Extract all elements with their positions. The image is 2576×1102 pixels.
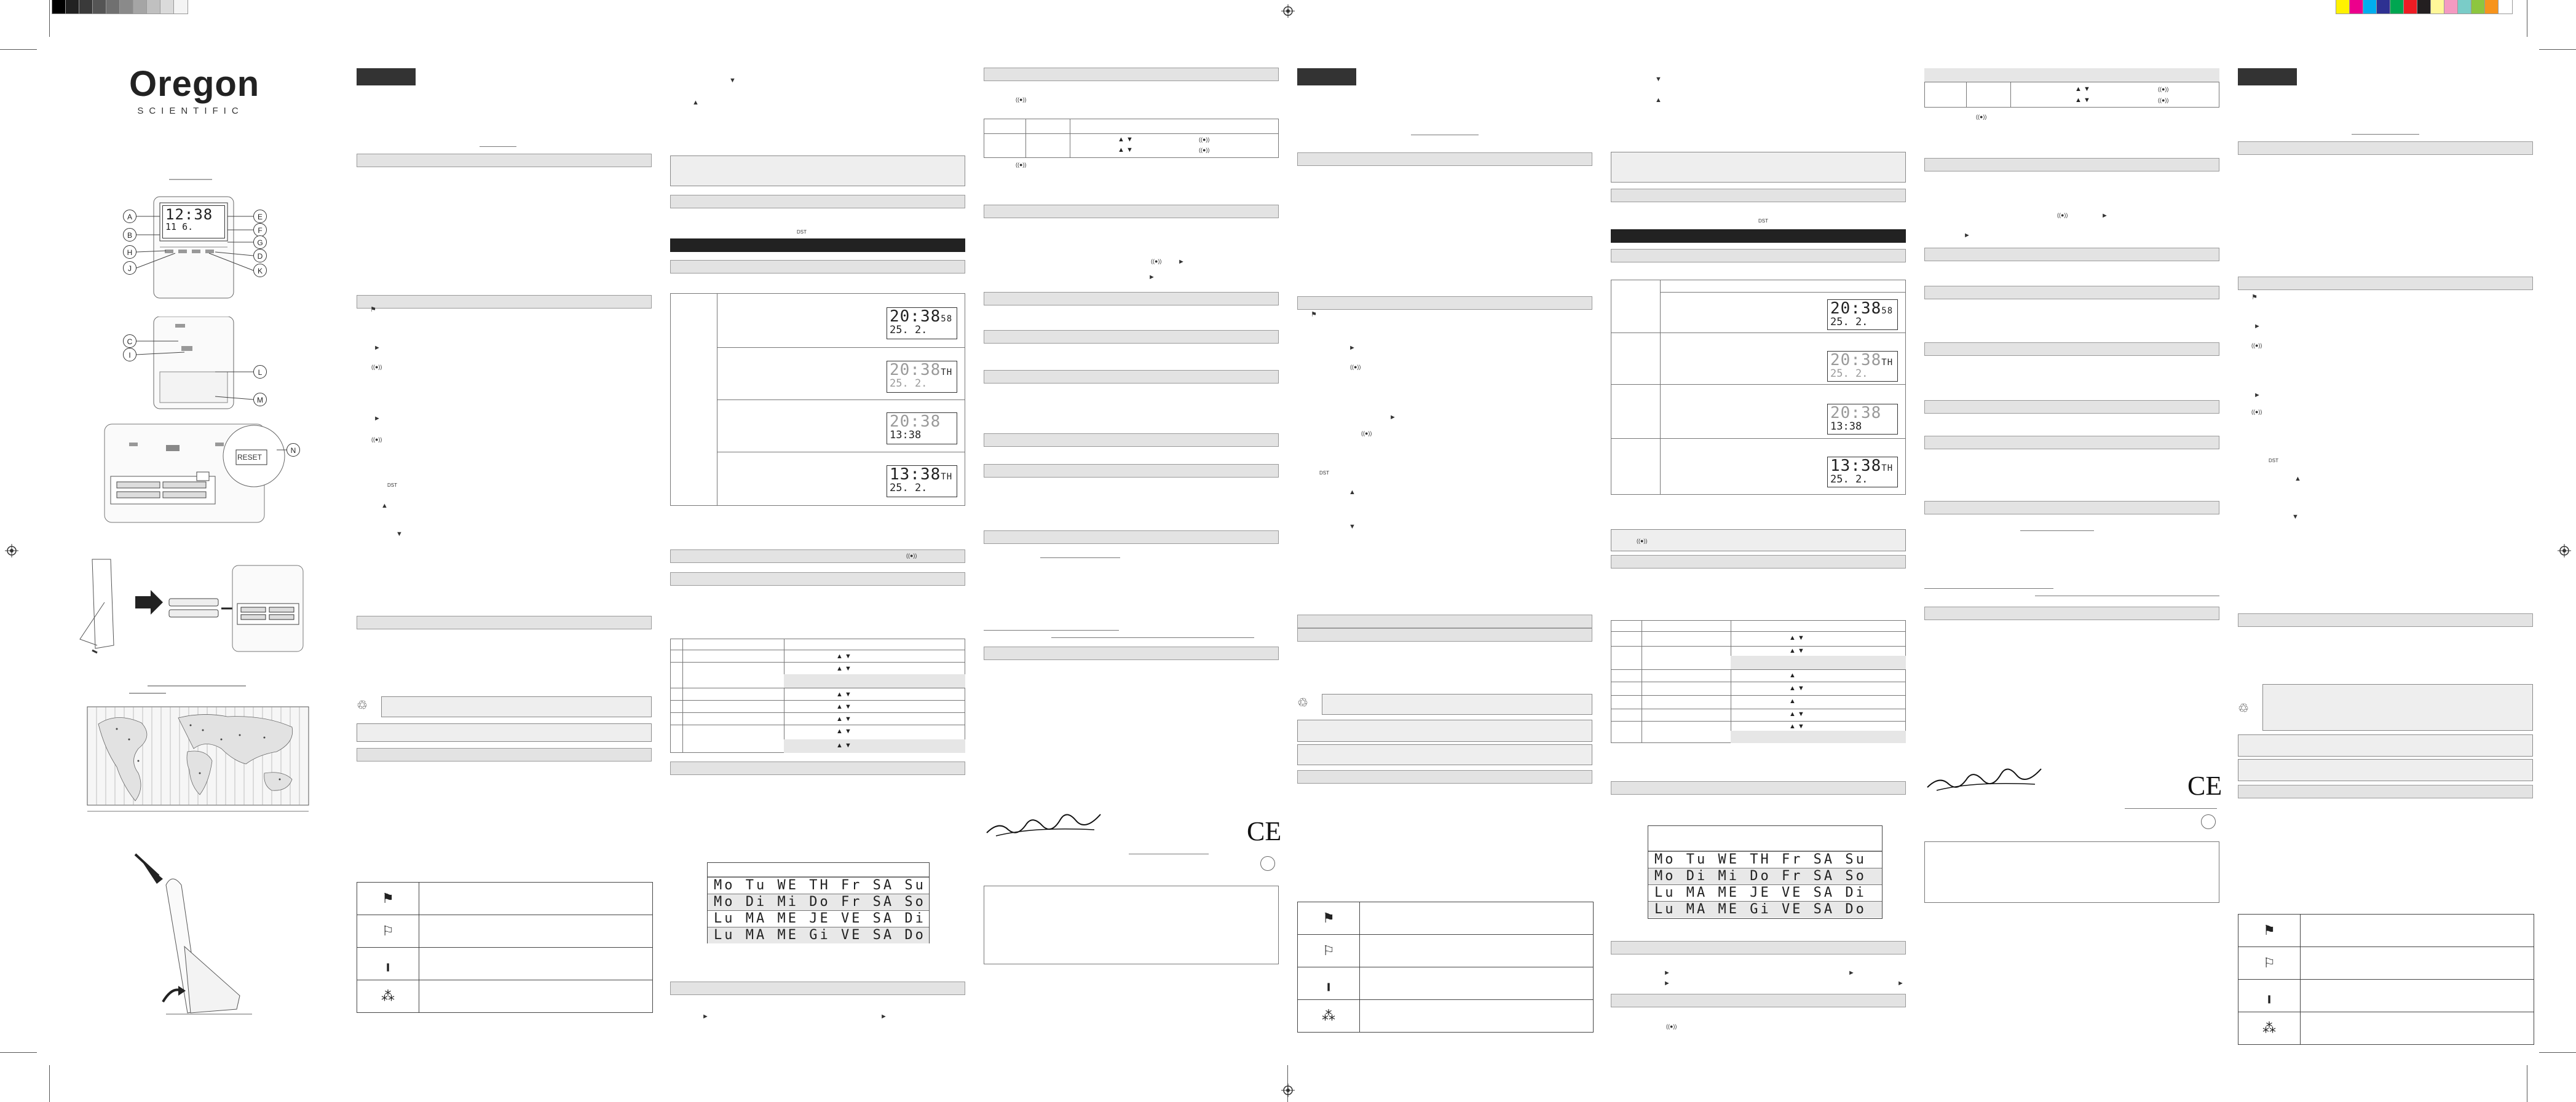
section-header (1297, 628, 1592, 642)
device-back-figure (92, 317, 301, 415)
section-header (670, 549, 965, 563)
display-mode-3 (1827, 404, 1898, 435)
right-arrow-icon: ► (374, 344, 381, 352)
flag-flashing-icon: ⁂ (2238, 1012, 2301, 1044)
signal-icon: ((●)) (1637, 538, 1648, 544)
section-header (670, 762, 965, 775)
section-header (2238, 785, 2533, 798)
note-box (1611, 529, 1906, 551)
up-down-arrows: ▲ ▼ (836, 742, 851, 749)
note-box (1297, 720, 1592, 742)
rc-mark (1260, 856, 1275, 871)
up-down-arrows: ▲ ▼ (1118, 146, 1133, 154)
callout-j: J (123, 261, 136, 275)
display-mode-4-time: 13:38 (890, 465, 941, 484)
section-header (357, 616, 652, 629)
section-header (2238, 277, 2533, 290)
crop-mark (2539, 49, 2576, 50)
display-mode-1-date: 25. 2. (1830, 316, 1868, 329)
color-swatch (2444, 0, 2458, 14)
color-swatch (79, 0, 93, 14)
signature (984, 802, 1107, 848)
recycle-icon: ♲ (2238, 702, 2249, 715)
note-box (670, 155, 965, 186)
flag-flashing-icon: ⁂ (1298, 1000, 1360, 1032)
display-mode-2-time: 20:38 (1830, 351, 1882, 369)
section-header (357, 154, 652, 167)
display-mode-3-time: 20:38 (890, 412, 941, 431)
up-arrow-icon: ▲ (381, 502, 388, 510)
right-arrow-icon: ► (1664, 980, 1670, 987)
display-mode-2-suffix: TH (1881, 358, 1894, 368)
color-swatch (147, 0, 160, 14)
flag-full-icon: ⚑ (1298, 902, 1360, 934)
up-down-arrows: ▲ ▼ (836, 665, 851, 672)
section-header (1297, 615, 1592, 628)
note-box (2262, 684, 2533, 731)
weekday-language-grid (707, 862, 930, 943)
section-header (1611, 189, 1906, 202)
flag-down-icon: ╻ (2238, 980, 2301, 1012)
section-header (2238, 141, 2533, 155)
color-swatch (2336, 0, 2350, 14)
section-header (1611, 249, 1906, 262)
signal-icon: ((●)) (1666, 1023, 1677, 1029)
section-header (984, 330, 1279, 344)
up-arrow-icon: ▲ (1655, 96, 1662, 104)
signal-icon: ((●)) (2251, 342, 2262, 348)
contact-box (1924, 841, 2219, 903)
display-mode-2-time: 20:38 (890, 361, 941, 379)
up-down-arrows: ▲ ▼ (836, 715, 851, 723)
color-swatch (2363, 0, 2377, 14)
display-mode-4 (887, 465, 957, 497)
stand-mount-figure (129, 848, 264, 1026)
signal-icon: ((●)) (2158, 97, 2169, 103)
ce-mark: CE (1247, 816, 1282, 846)
crop-mark (49, 1065, 50, 1102)
display-mode-2-suffix: TH (941, 368, 953, 377)
right-arrow-icon: ► (1964, 232, 1970, 239)
right-arrow-icon: ► (374, 415, 381, 422)
down-arrow-icon: ▼ (2292, 513, 2299, 521)
up-arrow-icon: ▲ (1789, 672, 1796, 679)
flag-full-icon: ⚑ (370, 306, 376, 313)
brand-name: Oregon (129, 64, 260, 104)
right-arrow-icon: ► (2254, 323, 2261, 330)
weekday-row-french: Lu MA ME JE VE SA Di (708, 910, 929, 927)
registration-mark (2558, 544, 2571, 557)
section-header (1924, 400, 2219, 414)
display-mode-1-date: 25. 2. (890, 324, 928, 337)
crop-mark (0, 49, 37, 50)
down-arrow-icon: ▼ (1655, 76, 1662, 83)
section-header (1611, 781, 1906, 795)
divider (2352, 134, 2419, 135)
section-header (670, 982, 965, 995)
right-arrow-icon: ► (1148, 274, 1155, 281)
divider (1924, 588, 2053, 589)
color-swatch (133, 0, 147, 14)
section-header (357, 748, 652, 762)
color-swatch (2417, 0, 2431, 14)
language-tab (1297, 68, 1356, 85)
display-mode-3-date: 13:38 (1830, 420, 1862, 433)
registration-mark (5, 544, 18, 557)
note-box (357, 723, 652, 742)
signal-icon: ((●)) (906, 553, 917, 559)
signal-icon: ((●)) (1976, 114, 1987, 120)
section-header (984, 433, 1279, 447)
display-mode-4-suffix: TH (1881, 463, 1894, 473)
signal-icon: ((●)) (371, 364, 382, 370)
signal-icon: ((●)) (1361, 430, 1372, 436)
time-zone-map-figure (80, 681, 314, 828)
up-arrow-icon: ▲ (2294, 475, 2301, 482)
up-down-arrows: ▲ ▼ (1118, 136, 1133, 143)
dst-label: DST (1319, 470, 1329, 476)
signal-icon: ((●)) (2158, 86, 2169, 92)
up-down-arrows: ▲ ▼ (836, 691, 851, 698)
section-header (1611, 941, 1906, 954)
dst-label: DST (387, 482, 397, 488)
right-arrow-icon: ► (702, 1013, 709, 1020)
callout-c: C (123, 334, 136, 348)
display-mode-2-date: 25. 2. (890, 377, 928, 390)
display-mode-2 (887, 361, 957, 393)
section-header (1611, 555, 1906, 569)
callout-g: G (253, 235, 267, 249)
color-swatch (2377, 0, 2390, 14)
weekday-row-german: Mo Di Mi Do Fr SA So (708, 894, 929, 910)
display-mode-1 (887, 307, 957, 339)
display-mode-3-date: 13:38 (890, 429, 922, 442)
right-arrow-icon: ► (1848, 969, 1855, 977)
color-swatch (66, 0, 79, 14)
down-arrow-icon: ▼ (1349, 523, 1356, 530)
divider (984, 630, 1119, 631)
display-mode-1-suffix: 58 (941, 314, 953, 324)
section-header (1924, 342, 2219, 356)
display-mode-4-date: 25. 2. (1830, 473, 1868, 486)
flag-flashing-icon: ⁂ (357, 980, 419, 1012)
callout-e: E (253, 210, 267, 223)
display-mode-1-time: 20:38 (890, 307, 941, 326)
section-header (1924, 607, 2219, 620)
section-header (984, 292, 1279, 305)
up-down-arrows: ▲ ▼ (1789, 647, 1804, 655)
up-down-arrows: ▲ ▼ (1789, 685, 1804, 692)
up-down-arrows: ▲ ▼ (1789, 723, 1804, 730)
section-header (357, 295, 652, 309)
crop-mark (2539, 1052, 2576, 1053)
crop-mark (0, 1052, 37, 1053)
display-mode-4-date: 25. 2. (890, 482, 928, 495)
section-header (2238, 613, 2533, 627)
lcd-front (162, 205, 225, 238)
section-header (984, 464, 1279, 478)
display-mode-2-date: 25. 2. (1830, 368, 1868, 380)
settings-table (670, 639, 965, 753)
section-header (1297, 152, 1592, 166)
note-box (1322, 694, 1592, 715)
column-page-1 (357, 65, 652, 1023)
color-swatch (2350, 0, 2363, 14)
registration-mark (1281, 4, 1295, 18)
flag-empty-icon: ⚐ (2238, 947, 2301, 979)
device-front-figure (92, 178, 301, 313)
display-mode-1 (1827, 299, 1898, 330)
brand-tagline: SCIENTIFIC (137, 106, 244, 116)
up-arrow-icon: ▲ (1789, 698, 1796, 705)
weekday-row-german: Mo Di Mi Do Fr SA So (1648, 868, 1882, 884)
section-header (1924, 286, 2219, 299)
signal-icon: ((●)) (1199, 136, 1210, 143)
note-box (2238, 759, 2533, 781)
color-swatch (120, 0, 133, 14)
section-header (1611, 994, 1906, 1007)
section-header (984, 370, 1279, 384)
up-down-arrows: ▲ ▼ (2075, 85, 2090, 93)
section-header (670, 195, 965, 208)
display-mode-4-suffix: TH (941, 472, 953, 482)
icon-legend-table (2238, 914, 2534, 1045)
ce-mark: CE (2187, 771, 2222, 801)
weekday-row-french: Lu MA ME JE VE SA Di (1648, 884, 1882, 901)
column-page-4 (1297, 65, 1592, 1023)
section-header (984, 68, 1279, 81)
rc-mark (2201, 814, 2216, 829)
display-mode-2 (1827, 351, 1898, 382)
color-swatch (106, 0, 120, 14)
battery-insert-figure (68, 553, 307, 658)
divider (2020, 530, 2094, 531)
icon-legend-table (1297, 902, 1594, 1033)
callout-i: I (123, 348, 136, 361)
up-down-arrows: ▲ ▼ (836, 703, 851, 710)
note-box (2238, 734, 2533, 757)
crop-mark (49, 0, 50, 37)
right-arrow-icon: ► (1389, 414, 1396, 421)
dst-label: DST (2269, 458, 2278, 463)
display-mode-1-suffix: 58 (1881, 306, 1894, 316)
recycle-icon: ♲ (1297, 696, 1308, 710)
signal-icon: ((●)) (1016, 96, 1027, 103)
callout-k: K (253, 264, 267, 277)
column-page-6 (1924, 65, 2222, 1023)
color-swatch (2471, 0, 2485, 14)
lcd-front-date: 11 6. (165, 221, 194, 233)
up-down-arrows: ▲ ▼ (2075, 96, 2090, 104)
divider (1040, 557, 1120, 558)
signal-icon: ((●)) (1350, 364, 1361, 370)
up-arrow-icon: ▲ (1349, 489, 1356, 496)
language-tab (2238, 68, 2297, 85)
section-header-dark (1611, 229, 1906, 243)
up-down-arrows: ▲ ▼ (1789, 634, 1804, 642)
down-arrow-icon: ▼ (396, 530, 403, 538)
section-header (984, 205, 1279, 218)
callout-d: D (253, 249, 267, 262)
callout-b: B (123, 228, 136, 242)
right-arrow-icon: ► (2101, 212, 2108, 219)
callout-a: A (123, 210, 136, 223)
section-header (670, 572, 965, 586)
right-arrow-icon: ► (2254, 392, 2261, 399)
column-page-2 (670, 65, 965, 1023)
weekday-row-english: Mo Tu WE TH Fr SA Su (1648, 851, 1882, 868)
color-swatch (2431, 0, 2444, 14)
note-box (1297, 744, 1592, 765)
section-header-dark (670, 238, 965, 252)
up-down-arrows: ▲ ▼ (836, 728, 851, 735)
column-page-5 (1611, 65, 1906, 1029)
flag-full-icon: ⚑ (1311, 311, 1317, 318)
section-header (1297, 770, 1592, 784)
dst-label: DST (797, 229, 807, 235)
color-swatch (174, 0, 188, 14)
flag-empty-icon: ⚐ (1298, 935, 1360, 967)
note-box (381, 696, 652, 717)
callout-h: H (123, 245, 136, 259)
display-mode-1-time: 20:38 (1830, 299, 1882, 318)
divider (1051, 637, 1254, 638)
weekday-row-english: Mo Tu WE TH Fr SA Su (708, 877, 929, 894)
callout-m: M (253, 393, 267, 406)
section-header (1924, 436, 2219, 449)
right-arrow-icon: ► (1349, 344, 1356, 352)
color-swatch (2485, 0, 2499, 14)
section-header (1924, 248, 2219, 261)
note-box (1611, 152, 1906, 183)
signal-icon: ((●)) (1151, 258, 1162, 264)
weekday-row-italian: Lu MA ME Gi VE SA Do (708, 927, 929, 943)
up-arrow-icon: ▲ (692, 99, 699, 106)
callout-n: N (286, 443, 300, 457)
display-mode-4 (1827, 457, 1898, 487)
flag-down-icon: ╻ (357, 948, 419, 980)
recycle-icon: ♲ (357, 699, 368, 712)
registration-mark (1281, 1084, 1295, 1097)
signal-icon: ((●)) (2251, 409, 2262, 415)
battery-compartment-figure (92, 418, 301, 529)
section-header (1924, 501, 2219, 514)
divider (480, 146, 516, 147)
column-page-7 (2238, 65, 2533, 1036)
right-arrow-icon: ► (880, 1013, 887, 1020)
signal-icon: ((●)) (2057, 212, 2068, 218)
signature (1924, 757, 2047, 803)
column-page-3 (984, 65, 1282, 1023)
weekday-language-grid (1648, 825, 1883, 919)
brand-logo (129, 64, 260, 116)
color-swatch (2390, 0, 2404, 14)
down-arrow-icon: ▼ (729, 77, 736, 84)
icon-legend-table (357, 882, 653, 1013)
display-mode-3 (887, 412, 957, 444)
flag-full-icon: ⚑ (2238, 915, 2301, 947)
signal-icon: ((●)) (1016, 162, 1027, 168)
right-arrow-icon: ► (1897, 980, 1904, 987)
right-arrow-icon: ► (1178, 258, 1185, 266)
color-swatch (2499, 0, 2512, 14)
color-swatch (52, 0, 66, 14)
section-header (1297, 296, 1592, 310)
signal-icon: ((●)) (371, 436, 382, 443)
color-swatch (160, 0, 174, 14)
display-mode-3-time: 20:38 (1830, 404, 1882, 422)
callout-l: L (253, 365, 267, 379)
section-header (984, 530, 1279, 544)
up-down-arrows: ▲ ▼ (1789, 710, 1804, 718)
section-header (984, 647, 1279, 660)
section-header (1924, 158, 2219, 171)
signal-icon: ((●)) (1199, 147, 1210, 153)
weekday-row-italian: Lu MA ME Gi VE SA Do (1648, 901, 1882, 918)
language-tab (357, 68, 416, 85)
divider (2125, 808, 2217, 809)
flag-full-icon: ⚑ (357, 883, 419, 915)
color-swatch (93, 0, 106, 14)
dst-label: DST (1758, 218, 1768, 224)
section-header (670, 260, 965, 274)
color-swatch (2404, 0, 2417, 14)
right-arrow-icon: ► (1664, 969, 1670, 977)
lcd-front-time: 12:38 (165, 206, 213, 223)
contact-box (984, 886, 1279, 964)
flag-down-icon: ╻ (1298, 967, 1360, 999)
flag-empty-icon: ⚐ (357, 915, 419, 947)
display-mode-4-time: 13:38 (1830, 457, 1882, 475)
reset-label: RESET (237, 453, 263, 462)
color-swatch (2458, 0, 2471, 14)
flag-full-icon: ⚑ (2251, 294, 2258, 301)
up-down-arrows: ▲ ▼ (836, 653, 851, 660)
callout-f: F (253, 223, 267, 237)
